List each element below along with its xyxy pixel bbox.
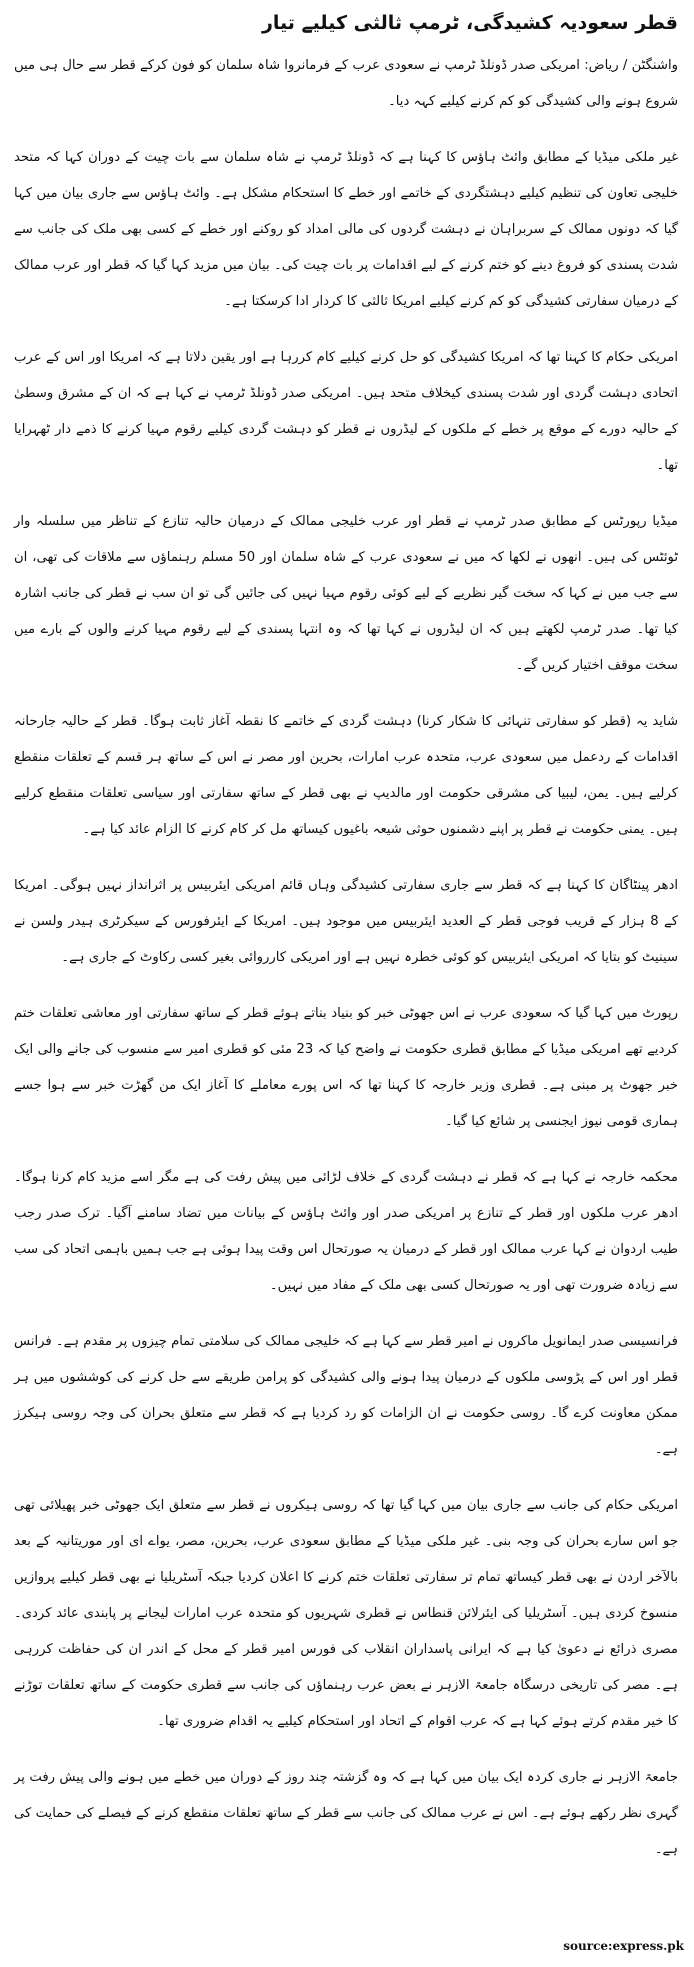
article-title: قطر سعودیہ کشیدگی، ٹرمپ ثالثی کیلیے تیار bbox=[261, 12, 678, 34]
source-credit: source:express.pk bbox=[563, 1939, 684, 1953]
article-paragraph: جامعۃ الازہر نے جاری کردہ ایک بیان میں کہا ہے کہ وہ گزشتہ چند روز کے دوران میں خطے میں ہونے والی پیش رفت پر گہری نظر رکھے ہوئے ہے۔ اس نے عرب ممالک کی جانب سے قطر کے ساتھ تعلقات منقطع کرنے کے فیصلے کی حمایت کی ہے۔ bbox=[14, 1770, 678, 1857]
article-paragraph: ادھر پینٹاگان کا کہنا ہے کہ قطر سے جاری سفارتی کشیدگی وہاں قائم امریکی ایئربیس پر اثرانداز نہیں ہوگی۔ امریکا کے 8 ہزار کے قریب فوجی قطر کے العدید ایئربیس میں موجود ہیں۔ امریکا کے ایئرفورس کے سیکرٹری ہیدر ولسن نے سینیٹ کو بتایا کہ امریکی ایئربیس کو کوئی خطرہ نہیں ہے اور امریکی کارروائی بغیر کسی رکاوٹ کے جاری ہے۔ bbox=[14, 878, 679, 965]
article-paragraph: محکمہ خارجہ نے کہا ہے کہ قطر نے دہشت گردی کے خلاف لڑائی میں پیش رفت کی ہے مگر اسے مزید کام کرنا ہوگا۔ ادھر عرب ملکوں اور قطر کے تنازع پر امریکی صدر اور وائٹ ہاؤس کے بیانات میں تضاد سامنے آگیا۔ ترک صدر رجب طیب اردوان نے کہا عرب ممالک اور قطر کے درمیان یہ صورتحال اس وقت پیدا ہوئی ہے جب ہمیں باہمی اتحاد کی سب سے زیادہ ضرورت تھی اور یہ صورتحال کسی بھی ملک کے مفاد میں نہیں۔ bbox=[14, 1170, 678, 1293]
article-paragraph: رپورٹ میں کہا گیا کہ سعودی عرب نے اس جھوٹی خبر کو بنیاد بناتے ہوئے قطر کے ساتھ سفارتی اور معاشی تعلقات ختم کردیے تھے امریکی میڈیا کے مطابق قطری حکومت نے واضح کیا کہ 23 مئی کو قطری امیر سے منسوب کی جانے والی ایک خبر جھوٹ پر مبنی ہے۔ قطری وزیر خارجہ کا کہنا تھا کہ اس پورے معاملے کا آغاز ایک من گھڑت خبر سے ہوا جسے ہماری قومی نیوز ایجنسی پر شائع کیا گیا۔ bbox=[14, 1006, 678, 1129]
article-paragraph: شاید یہ (قطر کو سفارتی تنہائی کا شکار کرنا) دہشت گردی کے خاتمے کا نقطہ آغاز ثابت ہوگا۔ قطر کے حالیہ جارحانہ اقدامات کے ردعمل میں سعودی عرب، متحدہ عرب امارات، بحرین اور مصر نے اس کے ساتھ ہر قسم کے تعلقات منقطع کرلیے ہیں۔ یمن، لیبیا کی مشرقی حکومت اور مالدیپ نے بھی قطر کے ساتھ سفارتی اور سیاسی تعلقات منقطع کرلیے ہیں۔ یمنی حکومت نے قطر پر اپنے دشمنوں حوثی شیعہ باغیوں کیساتھ مل کر کام کرنے کا الزام عائد کیا ہے۔ bbox=[14, 714, 678, 837]
article-paragraph: امریکی حکام کی جانب سے جاری بیان میں کہا گیا تھا کہ روسی ہیکروں نے قطر سے متعلق ایک جھوٹی خبر پھیلائی تھی جو اس سارے بحران کی وجہ بنی۔ غیر ملکی میڈیا کے مطابق سعودی عرب، بحرین، مصر، یواے ای اور موریتانیہ کے بعد بالآخر اردن نے بھی قطر کیساتھ تمام تر سفارتی تعلقات ختم کرنے کا اعلان کردیا جبکہ آسٹریلیا نے بھی قطر کیلیے پروازیں منسوخ کردی ہیں۔ آسٹریلیا کی ایئرلائن قنطاس نے قطری شہریوں کو متحدہ عرب امارات لیجانے پر پابندی عائد کردی۔ مصری ذرائع نے دعویٰ کیا ہے کہ ایرانی پاسداران انقلاب کی فورس امیر قطر کے محل کے اندر ان کی حفاظت کررہی ہے۔ مصر کی تاریخی درسگاہ جامعۃ الازہر نے بعض عرب رہنماؤں کی جانب سے قطری حکومت کے ساتھ تعلقات توڑنے کا خیر مقدم کرتے ہوئے کہا ہے کہ عرب اقوام کے اتحاد اور استحکام کیلیے یہ اقدام ضروری تھا۔ bbox=[14, 1498, 678, 1729]
article-paragraph: فرانسیسی صدر ایمانویل ماکروں نے امیر قطر سے کہا ہے کہ خلیجی ممالک کی سلامتی تمام چیزوں پر مقدم ہے۔ فرانس قطر اور اس کے پڑوسی ملکوں کے درمیان پیدا ہونے والی کشیدگی کو پرامن طریقے سے حل کرنے کی کوششوں میں ہر ممکن معاونت کرے گا۔ روسی حکومت نے ان الزامات کو رد کردیا ہے کہ قطر سے متعلق بحران کی وجہ روسی ہیکرز ہے۔ bbox=[14, 1334, 678, 1457]
article-paragraph: امریکی حکام کا کہنا تھا کہ امریکا کشیدگی کو حل کرنے کیلیے کام کررہا ہے اور یقین دلاتا ہے کہ امریکا اور اس کے عرب اتحادی دہشت گردی اور شدت پسندی کیخلاف متحد ہیں۔ امریکی صدر ڈونلڈ ٹرمپ نے کہا ہے کہ ان کے مشرق وسطیٰ کے حالیہ دورے کے موقع پر خطے کے ملکوں کے لیڈروں نے قطر کو دہشت گردی کیلیے رقوم مہیا کرنے کا ذمے دار ٹھہرایا تھا۔ bbox=[14, 350, 678, 473]
article-paragraph: غیر ملکی میڈیا کے مطابق وائٹ ہاؤس کا کہنا ہے کہ ڈونلڈ ٹرمپ نے شاہ سلمان سے بات چیت کے دوران کہا کہ متحد خلیجی تعاون کی تنظیم کیلیے دہشتگردی کے خاتمے اور خطے کا استحکام مشکل ہے۔ وائٹ ہاؤس سے جاری بیان میں کہا گیا کہ دونوں ممالک کے سربراہان نے دہشت گردوں کی مالی امداد کو روکنے اور خطے کے کسی بھی ملک کی جانب سے شدت پسندی کو فروغ دینے کو ختم کرنے کے لیے اقدامات پر بات چیت کی۔ بیان میں مزید کہا گیا کہ قطر اور عرب ممالک کے درمیان سفارتی کشیدگی کو کم کرنے کیلیے امریکا ثالثی کا کردار ادا کرسکتا ہے۔ bbox=[14, 150, 678, 309]
article-paragraph: میڈیا رپورٹس کے مطابق صدر ٹرمپ نے قطر اور عرب خلیجی ممالک کے درمیان حالیہ تنازع کے تناظر میں سلسلہ وار ٹوئٹس کی ہیں۔ انھوں نے لکھا کہ میں نے سعودی عرب کے شاہ سلمان اور 50 مسلم رہنماؤں سے ملاقات کی تھی، ان سے جب میں نے کہا کہ سخت گیر نظریے کے لیے کوئی رقوم مہیا نہیں کی جائیں گی تو ان سب نے قطر کی جانب اشارہ کیا تھا۔ صدر ٹرمپ لکھتے ہیں کہ ان لیڈروں نے کہا تھا کہ وہ انتہا پسندی کے لیے رقوم مہیا کرنے والوں کے بارے میں سخت موقف اختیار کریں گے۔ bbox=[14, 514, 678, 673]
article-paragraph: واشنگٹن / ریاض: امریکی صدر ڈونلڈ ٹرمپ نے سعودی عرب کے فرمانروا شاہ سلمان کو فون کرکے قطر سے حال ہی میں شروع ہونے والی کشیدگی کو کم کرنے کیلیے کہہ دیا۔ bbox=[14, 58, 678, 109]
